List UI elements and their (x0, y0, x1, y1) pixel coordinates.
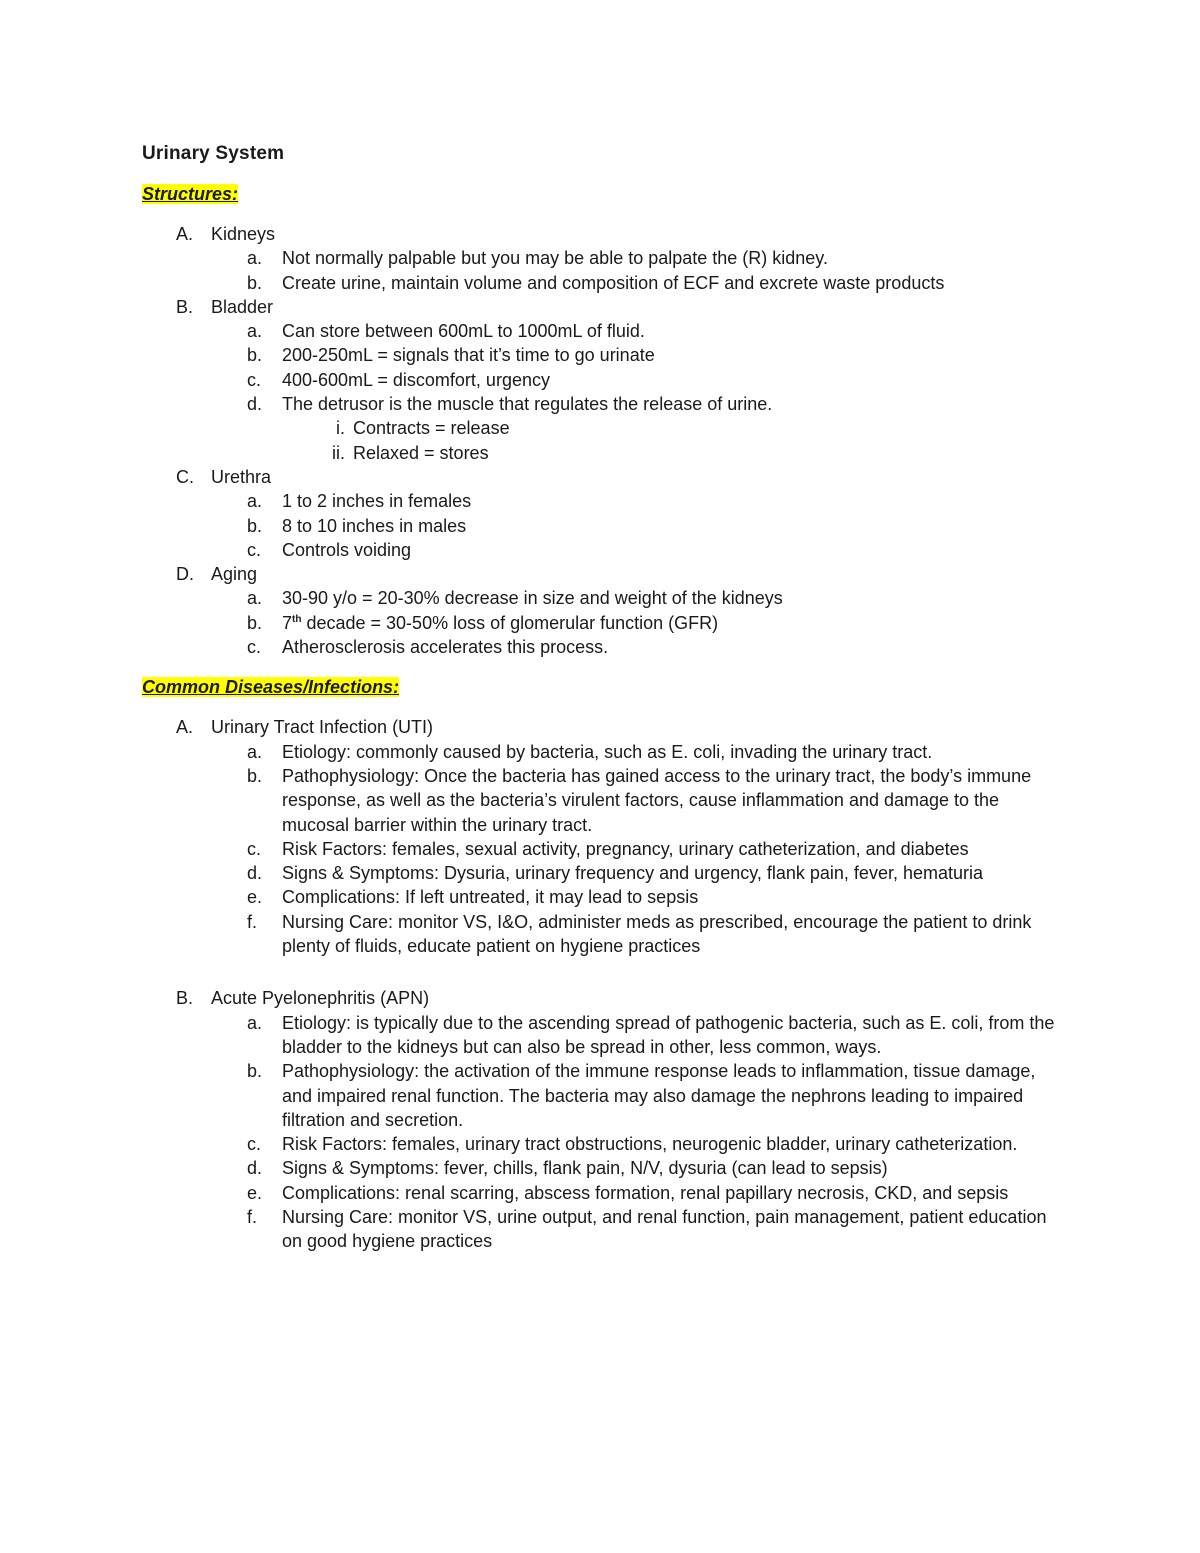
list-marker: B. (176, 296, 194, 317)
sub-list (211, 1011, 1062, 1254)
list-item (142, 343, 1062, 367)
list-item-text: 400-600mL = discomfort, urgency (282, 369, 550, 390)
list-marker: a. (247, 1012, 263, 1033)
list-item-label: Aging (211, 564, 258, 585)
list-item (142, 1156, 1062, 1180)
list-item-text: Nursing Care: monitor VS, urine output, and renal function, pain management, patient education on good hygiene practices (282, 1206, 1047, 1252)
list-marker: c. (247, 637, 262, 658)
list-marker: e. (247, 1182, 263, 1203)
list-item-text: The detrusor is the muscle that regulates the release of urine. (282, 394, 773, 415)
decade-description: decade = 30-50% loss of glomerular function (GFR) (301, 612, 719, 633)
sub-list (211, 319, 1062, 465)
list-item-text: Not normally palpable but you may be able to palpate the (R) kidney. (282, 248, 828, 269)
list-marker: c. (247, 838, 262, 859)
list-item (142, 1132, 1062, 1156)
decade-number: 7 (282, 612, 293, 633)
list-item (142, 635, 1062, 659)
list-item-text: Pathophysiology: Once the bacteria has gained access to the urinary tract, the body’s immune response, as well as the bacteria’s virulent factors, cause inflammation and damage to the mucosal barrier within the urinary tract. (282, 765, 1032, 835)
list-marker: A. (176, 224, 194, 244)
list-marker: ii. (332, 442, 345, 463)
list-item-text: Signs & Symptoms: Dysuria, urinary frequency and urgency, flank pain, fever, hematuria (282, 863, 983, 884)
list-item (142, 1011, 1062, 1060)
list-item (142, 319, 1062, 343)
list-item (142, 885, 1062, 909)
list-item-text: Complications: renal scarring, abscess formation, renal papillary necrosis, CKD, and sepsis (282, 1182, 1009, 1203)
list-item (142, 246, 1062, 270)
list-item-label: Acute Pyelonephritis (APN) (211, 988, 430, 1009)
list-item-text: Signs & Symptoms: fever, chills, flank pain, N/V, dysuria (can lead to sepsis) (282, 1158, 888, 1179)
list-item-apn (142, 986, 1062, 1253)
list-marker: d. (247, 1158, 263, 1179)
list-item (142, 489, 1062, 513)
list-item-label: Bladder (211, 296, 274, 317)
list-marker: a. (247, 741, 263, 762)
sub-list (211, 586, 1062, 659)
sub-list (211, 740, 1062, 959)
list-marker: e. (247, 887, 263, 908)
list-marker: d. (247, 394, 263, 415)
list-item (142, 538, 1062, 562)
list-item-text: Relaxed = stores (353, 442, 489, 463)
section-heading-structures (142, 182, 1062, 206)
highlighted-heading-text: Structures: (142, 184, 239, 204)
diseases-list (142, 715, 1062, 1253)
list-marker: b. (247, 345, 263, 366)
list-item-label: Kidneys (211, 224, 276, 244)
ordinal-superscript: th (292, 613, 302, 625)
list-item (142, 586, 1062, 610)
list-item-kidneys (142, 222, 1062, 295)
list-item-text: Etiology: is typically due to the ascending spread of pathogenic bacteria, such as E. coli, from the bladder to the kidneys but can also be spread in other, less common, ways. (282, 1012, 1055, 1057)
list-item-label: Urinary Tract Infection (UTI) (211, 717, 434, 738)
list-marker: b. (247, 1061, 263, 1082)
document-body (142, 141, 1062, 1254)
list-marker: b. (247, 515, 263, 536)
list-marker: B. (176, 988, 194, 1009)
list-item (142, 416, 1062, 440)
list-item-text: Etiology: commonly caused by bacteria, such as E. coli, invading the urinary tract. (282, 741, 933, 762)
list-item (142, 441, 1062, 465)
list-item (142, 764, 1062, 837)
list-marker: c. (247, 539, 262, 560)
list-item-urethra (142, 465, 1062, 562)
list-item-text: Pathophysiology: the activation of the immune response leads to inflammation, tissue damage, and impaired renal function. The bacteria may also damage the nephrons leading to impaired filtration and secretion. (282, 1061, 1036, 1130)
list-marker: i. (336, 418, 345, 439)
list-item-text: Risk Factors: females, urinary tract obstructions, neurogenic bladder, urinary catheterization. (282, 1134, 1018, 1155)
list-item-text: Controls voiding (282, 539, 412, 560)
list-marker: a. (247, 491, 263, 512)
sub-sub-list (282, 416, 1062, 465)
list-marker: c. (247, 369, 262, 390)
list-item (142, 514, 1062, 538)
list-item (142, 1205, 1062, 1254)
list-item (142, 271, 1062, 295)
list-item-text: Contracts = release (353, 418, 510, 439)
list-item-text: 200-250mL = signals that it’s time to go urinate (282, 345, 655, 366)
list-item-text: Risk Factors: females, sexual activity, pregnancy, urinary catheterization, and diabetes (282, 838, 969, 859)
list-item (142, 910, 1062, 959)
list-item (142, 837, 1062, 861)
page-title: Urinary System (142, 143, 285, 164)
list-item-text: 1 to 2 inches in females (282, 491, 472, 512)
list-item-text: Complications: If left untreated, it may lead to sepsis (282, 887, 699, 908)
list-item-text: Atherosclerosis accelerates this process. (282, 637, 609, 658)
list-item (142, 740, 1062, 764)
list-marker: c. (247, 1134, 262, 1155)
section-heading-diseases (142, 675, 1062, 699)
list-item (142, 861, 1062, 885)
list-item-text: 8 to 10 inches in males (282, 515, 467, 536)
list-item (142, 611, 1062, 635)
list-marker: a. (247, 248, 263, 269)
list-item-text: Can store between 600mL to 1000mL of fluid. (282, 321, 645, 342)
list-item-label: Urethra (211, 466, 272, 487)
list-marker: A. (176, 717, 194, 738)
list-item-text (282, 611, 1062, 635)
list-marker: D. (176, 564, 194, 585)
list-marker: b. (247, 765, 263, 786)
list-marker: a. (247, 588, 263, 609)
list-marker: C. (176, 466, 194, 487)
list-item (142, 1181, 1062, 1205)
list-item-text: Nursing Care: monitor VS, I&O, administer meds as prescribed, encourage the patient to drink plenty of fluids, educate patient on hygiene practices (282, 911, 1032, 957)
list-item (142, 1059, 1062, 1132)
list-item (142, 368, 1062, 392)
list-item-text: 30-90 y/o = 20-30% decrease in size and weight of the kidneys (282, 588, 783, 609)
highlighted-heading-text: Common Diseases/Infections: (142, 677, 400, 698)
list-item-uti (142, 715, 1062, 958)
structures-list (142, 222, 1062, 659)
list-marker: f. (247, 911, 258, 932)
list-item (142, 392, 1062, 465)
list-marker: f. (247, 1206, 258, 1227)
list-item-aging (142, 562, 1062, 659)
list-marker: b. (247, 612, 263, 633)
list-marker: b. (247, 272, 263, 293)
sub-list (211, 489, 1062, 562)
list-item-bladder (142, 295, 1062, 465)
list-marker: d. (247, 863, 263, 884)
list-item-text: Create urine, maintain volume and composition of ECF and excrete waste products (282, 272, 945, 293)
sub-list (211, 246, 1062, 295)
list-marker: a. (247, 321, 263, 342)
